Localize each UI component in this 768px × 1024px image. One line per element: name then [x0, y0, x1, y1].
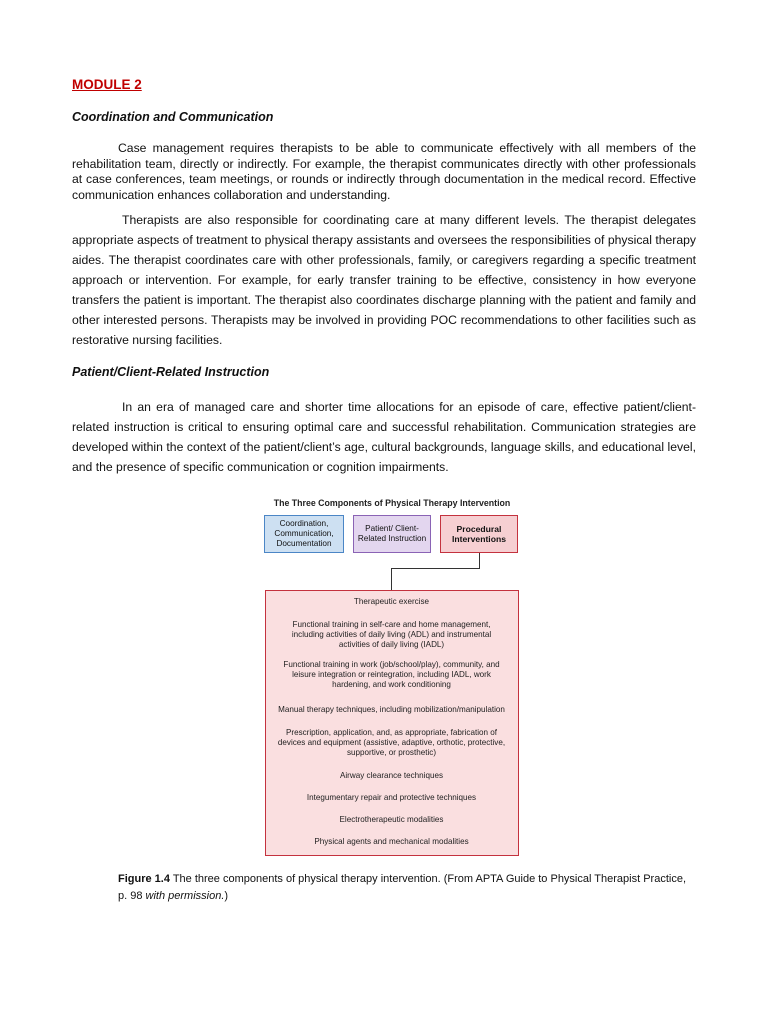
- procedural-list-box: [265, 590, 519, 856]
- paragraph-coordinating-care: Therapists are also responsible for coordinating care at many different levels. The therapist delegates appropriate aspects of treatment to physical therapy assistants and oversees the responsibilities of physical therapy aides. The therapist coordinates care with other professionals, family, or caregivers regarding a specific treatment approach or intervention. For example, for early transfer training to be effective, consistency in how everyone transfers the patient is important. The therapist also coordinates discharge planning with the patient and family and other interested persons. Therapists may be involved in providing POC recommendations to other facilities such as restorative nursing facilities.: [72, 213, 696, 347]
- box-procedural: [440, 515, 518, 553]
- box-procedural-label: Procedural Interventions: [452, 524, 506, 544]
- list-item: Physical agents and mechanical modalities: [314, 837, 469, 846]
- list-item: Manual therapy techniques, including mobilization/manipulation: [278, 705, 505, 714]
- box-coordination-label: Coordination, Communication, Documentation: [274, 519, 334, 548]
- figure-pt-intervention: [262, 494, 522, 860]
- box-instruction-label: Patient/ Client-Related Instruction: [357, 524, 427, 543]
- caption-label: Figure 1.4: [118, 873, 170, 885]
- list-item: Therapeutic exercise: [353, 597, 430, 606]
- connector-line: [391, 568, 392, 590]
- box-instruction: [353, 515, 431, 553]
- caption-close: ): [224, 890, 229, 902]
- list-item: Functional training in work (job/school/play), community, and leisure integration or reintegration, including IADL, work hardening, and work conditioning: [283, 660, 500, 689]
- caption-italic: with permission.: [145, 890, 225, 902]
- caption-text: The three components of physical therapy intervention. (From APTA Guide to Physical Therapist Practice, p. 98: [118, 873, 686, 902]
- list-item: Electrotherapeutic modalities: [339, 815, 444, 824]
- list-item: Functional training in self-care and home management, including activities of daily living (ADL) and instrumental activities of daily living (IADL): [291, 620, 492, 649]
- section-heading-instruction: Patient/Client-Related Instruction: [72, 365, 270, 379]
- figure-caption: [118, 871, 698, 905]
- list-item: Prescription, application, and, as appropriate, fabrication of devices and equipment (assistive, adaptive, orthotic, protective, supportive, or prosthetic): [277, 728, 506, 757]
- paragraph-case-management: Case management requires therapists to be able to communicate effectively with all members of the rehabilitation team, directly or indirectly. For example, the therapist communicates directly with other professionals at case conferences, team meetings, or rounds or indirectly through documentation in the medical record. Effective communication enhances collaboration and understanding.: [72, 141, 696, 202]
- figure-title: The Three Components of Physical Therapy Intervention: [273, 498, 511, 508]
- section-heading-coordination: Coordination and Communication: [72, 110, 274, 124]
- box-coordination: [264, 515, 344, 553]
- list-item: Airway clearance techniques: [339, 771, 444, 780]
- module-title: MODULE 2: [72, 77, 142, 92]
- connector-line: [391, 568, 480, 569]
- paragraph-managed-care: In an era of managed care and shorter time allocations for an episode of care, effective patient/client-related instruction is critical to ensuring optimal care and successful rehabilitation. Communication strategies are developed within the context of the patient/client’s age, cultural backgrounds, language skills, and educational level, and the presence of specific communication or cognition impairments.: [72, 400, 696, 474]
- list-item: Integumentary repair and protective techniques: [306, 793, 477, 802]
- connector-line: [479, 553, 480, 568]
